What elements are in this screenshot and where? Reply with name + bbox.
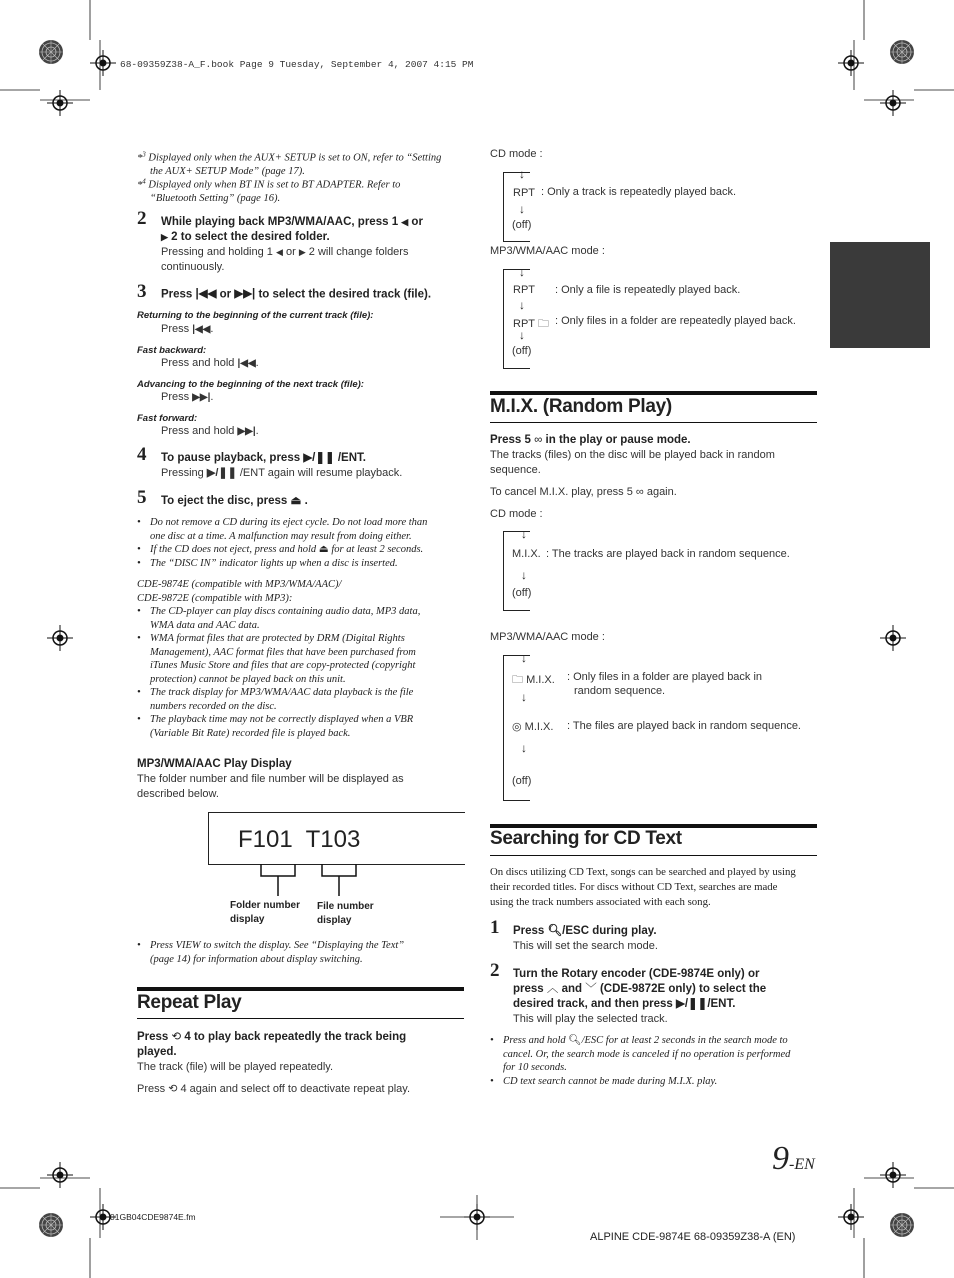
search-description: On discs utilizing CD Text, songs can be searched and played by using their recorded titles. For discs without CD Text, searches are made using the track numbers associated with each song. (490, 866, 796, 908)
file-name: 01GB04CDE9874E.fm (110, 1212, 196, 1222)
crosshair-icon (880, 90, 906, 116)
play-pause-icon: ▶/❚❚ (676, 998, 708, 1010)
random-icon: ∞ (635, 486, 644, 498)
search-notes (490, 1034, 820, 1088)
down-arrow-icon: ↓ (521, 651, 527, 665)
search-icon: 🔍︎ (547, 925, 563, 937)
mode-label: CD mode : (490, 508, 543, 520)
search-icon: 🔍︎ (568, 1035, 582, 1046)
play-pause-icon: ▶/❚❚ (303, 452, 335, 464)
flow-bracket (503, 172, 530, 242)
footnote-4: *$^4$ Displayed only when BT IN is set to BT ADAPTER. Refer to “Bluetooth Setting” (page 16). (137, 177, 401, 204)
flow-state: (off) (512, 219, 532, 231)
book-info-header: 68-09359Z38-A_F.book Page 9 Tuesday, September 4, 2007 4:15 PM (120, 59, 474, 70)
notes-list (137, 516, 467, 570)
flow-state-desc: : Only a track is repeatedly played back. (541, 186, 737, 198)
flow-state: (off) (512, 775, 532, 787)
flow-state-desc: : Only files in a folder are played back in random sequence. (567, 671, 763, 697)
list-item: • The CD-player can play discs containing audio data, MP3 data, WMA data and AAC data. (137, 606, 421, 631)
step-number: 5 (137, 487, 147, 508)
down-arrow-icon: ↓ (519, 167, 525, 181)
next-track-icon: ▶▶| (192, 392, 211, 403)
flow-state: 🗀 M.I.X. (512, 674, 555, 686)
step-4-instruction: To pause playback, press ▶/❚❚ /ENT. (161, 452, 366, 464)
search-step-1: Press 🔍︎/ESC during play. (513, 925, 657, 937)
mix-description: The tracks (files) on the disc will be played back in random sequence. (490, 449, 775, 476)
sub-text: Press and hold |◀◀. (161, 357, 259, 369)
down-arrow-icon: ↓ (521, 527, 527, 541)
play-pause-icon: ▶/❚❚ (206, 467, 237, 479)
sub-text: Press |◀◀. (161, 323, 214, 335)
file-number-label: File number display (317, 901, 374, 926)
list-item: • If the CD does not eject, press and hold ⏏ for at least 2 seconds. (137, 544, 424, 555)
folder-number-label: Folder number display (230, 900, 301, 925)
registration-rose-icon (890, 40, 914, 64)
compat-note: CDE-9874E (compatible with MP3/WMA/AAC)/ CDE-9872E (compatible with MP3): (137, 579, 342, 604)
search-step-2-note: This will play the selected track. (513, 1013, 668, 1025)
display-callout-lines (250, 862, 380, 902)
search-step-1-note: This will set the search mode. (513, 940, 658, 952)
flow-state: (off) (512, 345, 532, 357)
mode-label: CD mode : (490, 148, 543, 160)
down-arrow-icon: ↓ (521, 690, 527, 704)
step-5-instruction: To eject the disc, press ⏏ . (161, 495, 308, 507)
heading-mix: M.I.X. (Random Play) (490, 396, 672, 417)
crosshair-icon (90, 50, 116, 76)
prev-track-icon: |◀◀ (237, 358, 256, 369)
flow-state: RPT (513, 187, 535, 199)
flow-state: ◎ M.I.X. (512, 721, 554, 733)
step-number: 2 (137, 208, 147, 229)
heading-repeat-play: Repeat Play (137, 992, 242, 1013)
flow-state-desc: : Only files in a folder are repeatedly played back. (555, 315, 796, 327)
search-step-2: Turn the Rotary encoder (CDE-9874E only) or press ︿ and ﹀ (CDE-9872E only) to select the desired track, and then press ▶/❚❚/ENT. (513, 968, 767, 1010)
list-item: • The “DISC IN” indicator lights up when a disc is inserted. (137, 557, 398, 569)
heading-underline (137, 1018, 464, 1019)
list-item: • Press and hold 🔍︎/ESC for at least 2 seconds in the search mode to cancel. Or, the search mode is canceled if no operation is performed for 10 seconds. (490, 1035, 791, 1073)
repeat-instruction: Press ⟲ 4 to play back repeatedly the track being played. (137, 1031, 407, 1058)
registration-rose-icon (39, 40, 63, 64)
step-number: 3 (137, 281, 147, 302)
down-arrow-icon: ↓ (519, 265, 525, 279)
flow-state-desc: : The tracks are played back in random sequence. (546, 548, 790, 560)
crosshair-icon (838, 50, 864, 76)
step-3-instruction: Press |◀◀ or ▶▶| to select the desired track (file). (161, 288, 432, 301)
flow-state-desc: : Only a file is repeatedly played back. (555, 284, 741, 296)
step-number: 1 (490, 917, 500, 938)
list-item: • WMA format files that are protected by DRM (Digital Rights Management), AAC format files that have been purchased from iTunes Music Store and files that are copy-protected (copyright protection) cannot be played back on this unit. (137, 633, 416, 685)
section-side-tab (830, 242, 930, 348)
crosshair-icon (47, 625, 73, 651)
list-item: • Do not remove a CD during its eject cycle. Do not load more than one disc at a time. A malfunction may result from doing either. (137, 517, 428, 542)
sub-heading: Fast forward: (137, 413, 198, 424)
chevron-up-icon: ︿ (546, 983, 559, 995)
mode-label: MP3/WMA/AAC mode : (490, 245, 605, 257)
flow-state-desc: : The files are played back in random sequence. (567, 720, 801, 732)
step-number: 2 (490, 960, 500, 981)
repeat-icon: ⟲ (171, 1031, 182, 1043)
crosshair-icon (838, 1204, 864, 1230)
repeat-description: The track (file) will be played repeatedly. (137, 1061, 334, 1073)
list-item: • The playback time may not be correctly displayed when a VBR (Variable Bit Rate) recorded file is played back. (137, 714, 414, 739)
sub-text: Press ▶▶|. (161, 391, 214, 403)
down-arrow-icon: ↓ (519, 298, 525, 312)
list-item: • The track display for MP3/WMA/AAC data playback is the file numbers recorded on the disc. (137, 687, 414, 712)
down-arrow-icon: ↓ (521, 568, 527, 582)
folder-icon: 🗀 (537, 318, 549, 330)
crosshair-icon (880, 625, 906, 651)
section-subtitle: MP3/WMA/AAC Play Display (137, 758, 292, 770)
registration-rose-icon (39, 1213, 63, 1237)
mode-label: MP3/WMA/AAC mode : (490, 631, 605, 643)
folder-icon: 🗀 (512, 674, 523, 686)
next-track-icon: ▶▶| (234, 288, 256, 300)
page-number: 9-EN (772, 1140, 815, 1177)
display-readout: F101 T103 (238, 826, 361, 853)
heading-underline (490, 422, 817, 423)
heading-rule (490, 391, 817, 395)
disc-icon: ◎ (512, 721, 522, 733)
flow-state: (off) (512, 587, 532, 599)
view-note: • Press VIEW to switch the display. See “Displaying the Text” (page 14) for information about display switching. (137, 940, 405, 965)
heading-underline (490, 855, 817, 856)
step-number: 4 (137, 444, 147, 465)
chevron-down-icon: ﹀ (585, 983, 597, 995)
registration-rose-icon (890, 1213, 914, 1237)
eject-icon: ⏏ (318, 544, 329, 555)
crosshair-icon (47, 90, 73, 116)
sub-text: Press and hold ▶▶|. (161, 425, 259, 437)
eject-icon: ⏏ (290, 495, 302, 507)
step-2-note: Pressing and holding 1 ◀ or ▶ 2 will change folders continuously. (161, 246, 409, 273)
random-icon: ∞ (534, 434, 543, 446)
display-description: The folder number and file number will be displayed as described below. (137, 773, 404, 800)
repeat-icon: ⟲ (168, 1083, 178, 1095)
crosshair-icon (880, 1162, 906, 1188)
flow-state: RPT 🗀 (513, 318, 549, 330)
repeat-off-note: Press ⟲ 4 again and select off to deactivate repeat play. (137, 1083, 410, 1095)
step-4-note: Pressing ▶/❚❚ /ENT again will resume playback. (161, 467, 403, 479)
prev-track-icon: |◀◀ (195, 288, 217, 300)
mix-cancel-note: To cancel M.I.X. play, press 5 ∞ again. (490, 486, 677, 498)
down-arrow-icon: ↓ (519, 328, 525, 342)
sub-heading: Returning to the beginning of the current track (file): (137, 310, 374, 321)
model-footer: ALPINE CDE-9874E 68-09359Z38-A (EN) (590, 1231, 796, 1243)
mix-instruction: Press 5 ∞ in the play or pause mode. (490, 434, 691, 446)
sub-heading: Advancing to the beginning of the next track (file): (137, 379, 364, 390)
list-item: • CD text search cannot be made during M.I.X. play. (490, 1075, 718, 1087)
crosshair-icon (47, 1162, 73, 1188)
next-track-icon: ▶▶| (237, 426, 256, 437)
step-2-instruction: While playing back MP3/WMA/AAC, press 1 ◀ or ▶ 2 to select the desired folder. (161, 216, 423, 243)
prev-track-icon: |◀◀ (192, 324, 211, 335)
flow-state: RPT (513, 284, 535, 296)
heading-cd-text-search: Searching for CD Text (490, 828, 682, 849)
down-arrow-icon: ↓ (519, 202, 525, 216)
compat-list (137, 605, 467, 740)
footnote-3: *$^3$ Displayed only when the AUX+ SETUP is set to ON, refer to “Setting the AUX+ SETUP Mode” (page 17). (137, 150, 442, 177)
sub-heading: Fast backward: (137, 345, 207, 356)
flow-state: M.I.X. (512, 548, 541, 560)
down-arrow-icon: ↓ (521, 741, 527, 755)
heading-rule (137, 987, 464, 991)
